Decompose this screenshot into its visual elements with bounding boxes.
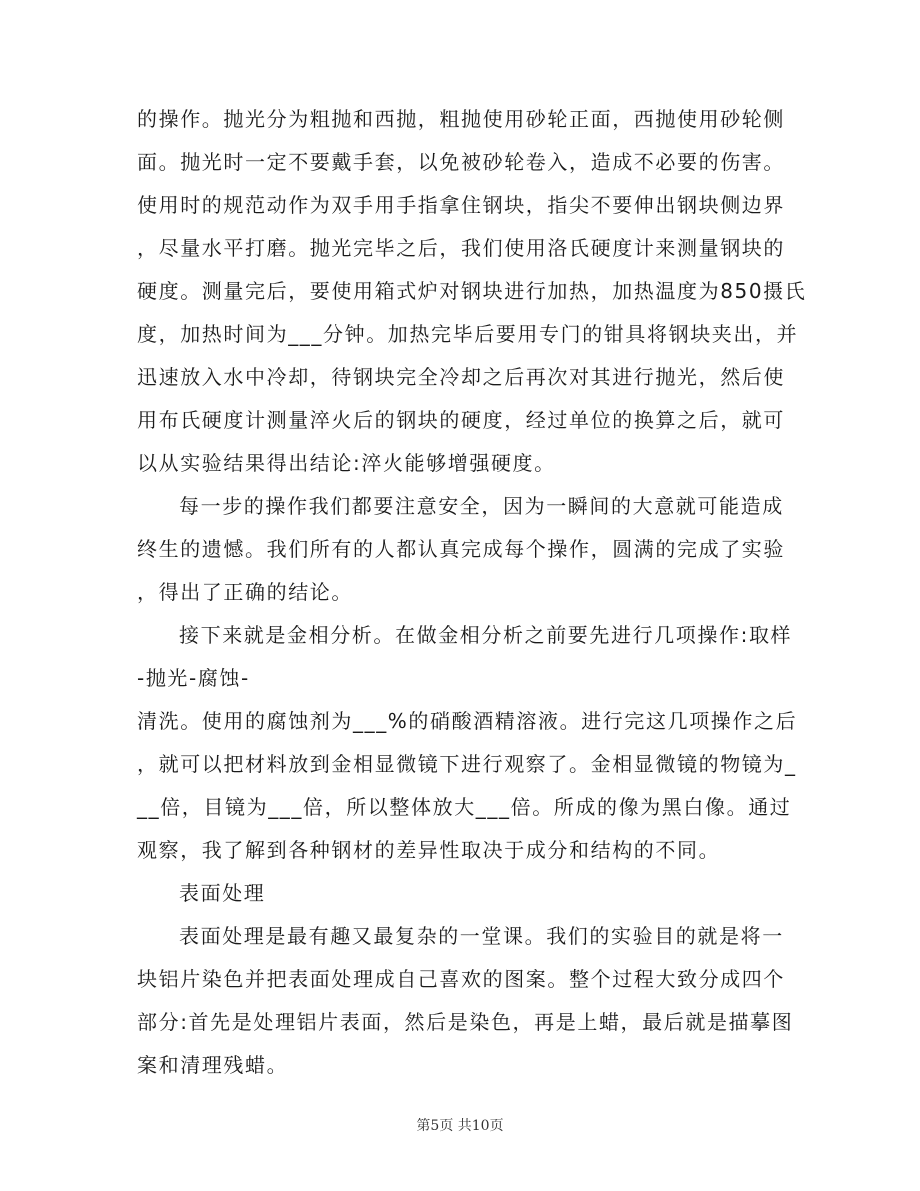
paragraph-1-line-8: 用布氏硬度计测量淬火后的钢块的硬度，经过单位的换算之后，就可 [137, 408, 785, 432]
paragraph-3-line-1: 接下来就是金相分析。在做金相分析之前要先进行几项操作:取样 [179, 623, 793, 647]
paragraph-3-line-5: __倍，目镜为___倍，所以整体放大___倍。所成的像为黑白像。通过 [137, 795, 792, 819]
paragraph-4-line-4: 案和清理残蜡。 [137, 1053, 289, 1077]
paragraph-1-line-6: 度，加热时间为___分钟。加热完毕后要用专门的钳具将钢块夹出，并 [137, 322, 799, 346]
paragraph-1-line-2: 面。抛光时一定不要戴手套，以免被砂轮卷入，造成不必要的伤害。 [137, 150, 785, 174]
paragraph-1-line-9: 以从实验结果得出结论:淬火能够增强硬度。 [137, 451, 556, 475]
paragraph-1-line-4: ，尽量水平打磨。抛光完毕之后，我们使用洛氏硬度计来测量钢块的 [137, 236, 785, 260]
paragraph-1-line-5: 硬度。测量完后，要使用箱式炉对钢块进行加热，加热温度为850摄氏 [137, 279, 807, 303]
paragraph-1-line-3: 使用时的规范动作为双手用手指拿住钢块，指尖不要伸出钢块侧边界 [137, 193, 785, 217]
section-heading: 表面处理 [179, 881, 266, 905]
paragraph-4-line-2: 块铝片染色并把表面处理成自己喜欢的图案。整个过程大致分成四个 [137, 967, 785, 991]
paragraph-2-line-2: 终生的遗憾。我们所有的人都认真完成每个操作，圆满的完成了实验 [137, 537, 785, 561]
paragraph-3-line-3: 清洗。使用的腐蚀剂为___%的硝酸酒精溶液。进行完这几项操作之后 [137, 709, 798, 733]
paragraph-4-line-1: 表面处理是最有趣又最复杂的一堂课。我们的实验目的就是将一 [179, 924, 784, 948]
paragraph-3-line-6: 观察，我了解到各种钢材的差异性取决于成分和结构的不同。 [137, 838, 721, 862]
paragraph-2-line-1: 每一步的操作我们都要注意安全，因为一瞬间的大意就可能造成 [179, 494, 784, 518]
paragraph-3-line-4: ，就可以把材料放到金相显微镜下进行观察了。金相显微镜的物镜为_ [137, 752, 797, 776]
page-footer: 第5页 共10页 [416, 1118, 504, 1134]
paragraph-4-line-3: 部分:首先是处理铝片表面，然后是染色，再是上蜡，最后就是描摹图 [137, 1010, 794, 1034]
paragraph-1-line-7: 迅速放入水中冷却，待钢块完全冷却之后再次对其进行抛光，然后使 [137, 365, 785, 389]
paragraph-3-line-2: -抛光-腐蚀- [137, 666, 250, 690]
paragraph-2-line-3: ，得出了正确的结论。 [137, 580, 353, 604]
paragraph-1-line-1: 的操作。抛光分为粗抛和西抛，粗抛使用砂轮正面，西抛使用砂轮侧 [137, 107, 785, 131]
